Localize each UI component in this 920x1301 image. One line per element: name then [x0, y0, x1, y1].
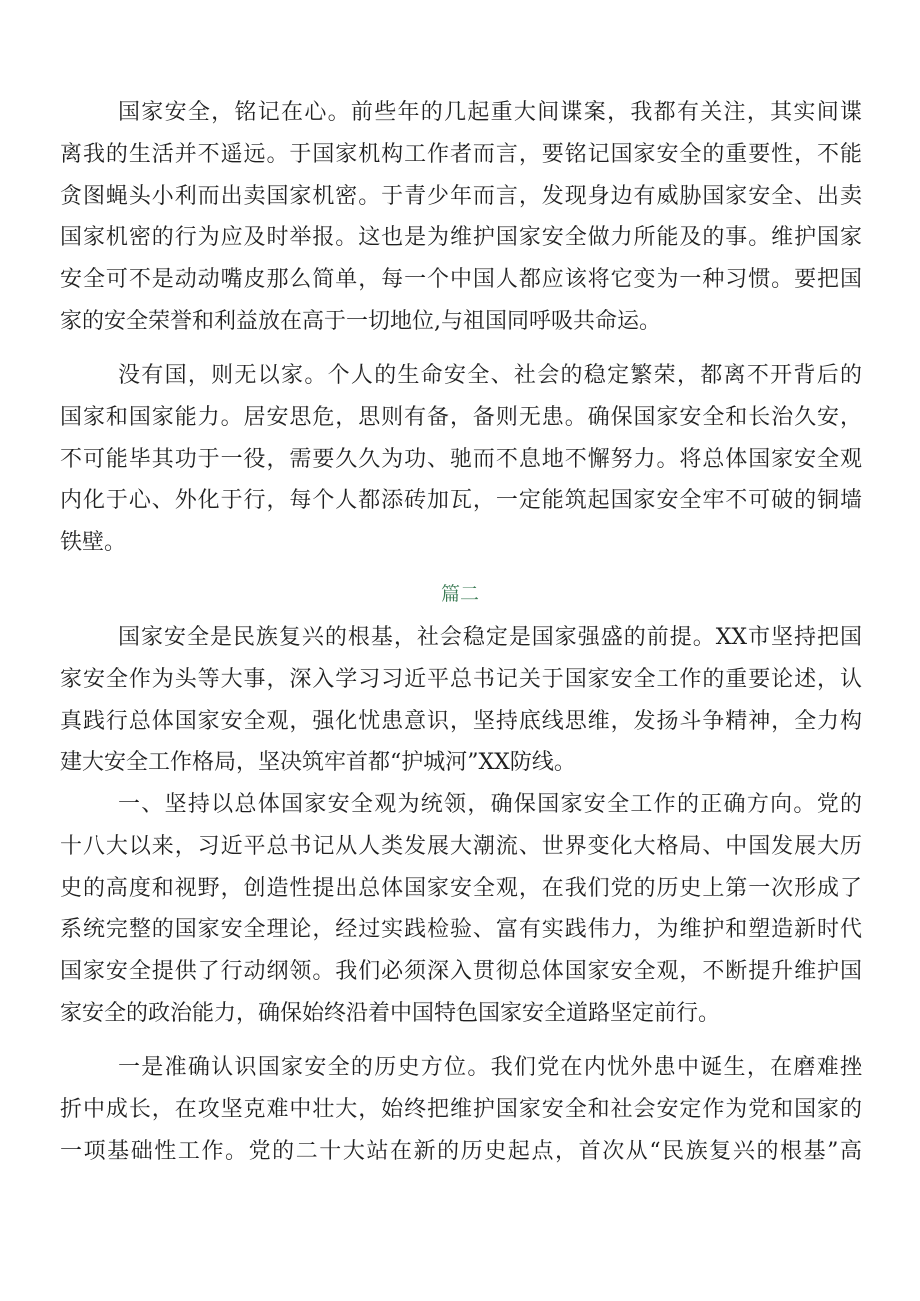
text-line: 家安全作为头等大事，深入学习习近平总书记关于国家安全工作的重要论述，认 [60, 666, 862, 692]
text-line: 不可能毕其功于一役，需要久久为功、驰而不息地不懈努力。将总体国家安全观 [60, 446, 862, 472]
text-line: 家安全的政治能力，确保始终沿着中国特色国家安全道路坚定前行。 [60, 1000, 721, 1026]
text-line: 十八大以来，习近平总书记从人类发展大潮流、世界变化大格局、中国发展大历 [60, 833, 862, 859]
text-line: 家的安全荣誉和利益放在高于一切地位,与祖国同呼吸共命运。 [60, 308, 661, 334]
text-line: 建大安全工作格局，坚决筑牢首都“护城河”XX防线。 [60, 750, 576, 776]
section-heading: 篇二 [440, 583, 479, 605]
text-line: 国家机密的行为应及时举报。这也是为维护国家安全做力所能及的事。维护国家 [60, 225, 862, 251]
text-line: 铁壁。 [60, 530, 127, 556]
paragraph-historical-position [60, 1047, 862, 1172]
text-line: 国家和国家能力。居安思危，思则有备，备则无患。确保国家安全和长治久安， [60, 404, 862, 430]
text-line: 没有国，则无以家。个人的生命安全、社会的稳定繁荣，都离不开背后的 [118, 363, 862, 388]
text-line: 真践行总体国家安全观，强化忧患意识，坚持底线思维，发扬斗争精神，全力构 [60, 708, 862, 734]
paragraph-point-one [60, 784, 862, 1035]
text-line: 史的高度和视野，创造性提出总体国家安全观，在我们党的历史上第一次形成了 [60, 875, 862, 901]
text-line: 系统完整的国家安全理论，经过实践检验、富有实践伟力，为维护和塑造新时代 [60, 917, 862, 943]
paragraph-no-country-no-home [60, 355, 862, 564]
text-line: 内化于心、外化于行，每个人都添砖加瓦，一定能筑起国家安全牢不可破的铜墙 [60, 488, 862, 514]
text-line: 一项基础性工作。党的二十大站在新的历史起点，首次从“民族复兴的根基”高 [60, 1138, 862, 1164]
paragraph-national-security-remember [60, 92, 862, 343]
text-line: 国家安全提供了行动纲领。我们必须深入贯彻总体国家安全观，不断提升维护国 [60, 959, 862, 985]
text-line: 折中成长，在攻坚克难中壮大，始终把维护国家安全和社会安定作为党和国家的 [60, 1096, 862, 1122]
text-line: 安全可不是动动嘴皮那么简单，每一个中国人都应该将它变为一种习惯。要把国 [60, 267, 862, 293]
paragraph-security-foundation [60, 617, 862, 784]
text-line: 离我的生活并不遥远。于国家机构工作者而言，要铭记国家安全的重要性，不能 [60, 141, 862, 167]
text-line: 国家安全，铭记在心。前些年的几起重大间谍案，我都有关注，其实间谍 [118, 100, 862, 125]
text-line: 一是准确认识国家安全的历史方位。我们党在内忧外患中诞生，在磨难挫 [118, 1055, 862, 1080]
text-line: 贪图蝇头小利而出卖国家机密。于青少年而言，发现身边有威胁国家安全、出卖 [60, 183, 862, 209]
text-line: 国家安全是民族复兴的根基，社会稳定是国家强盛的前提。XX市坚持把国 [118, 625, 862, 650]
text-line: 一、坚持以总体国家安全观为统领，确保国家安全工作的正确方向。党的 [118, 792, 862, 817]
